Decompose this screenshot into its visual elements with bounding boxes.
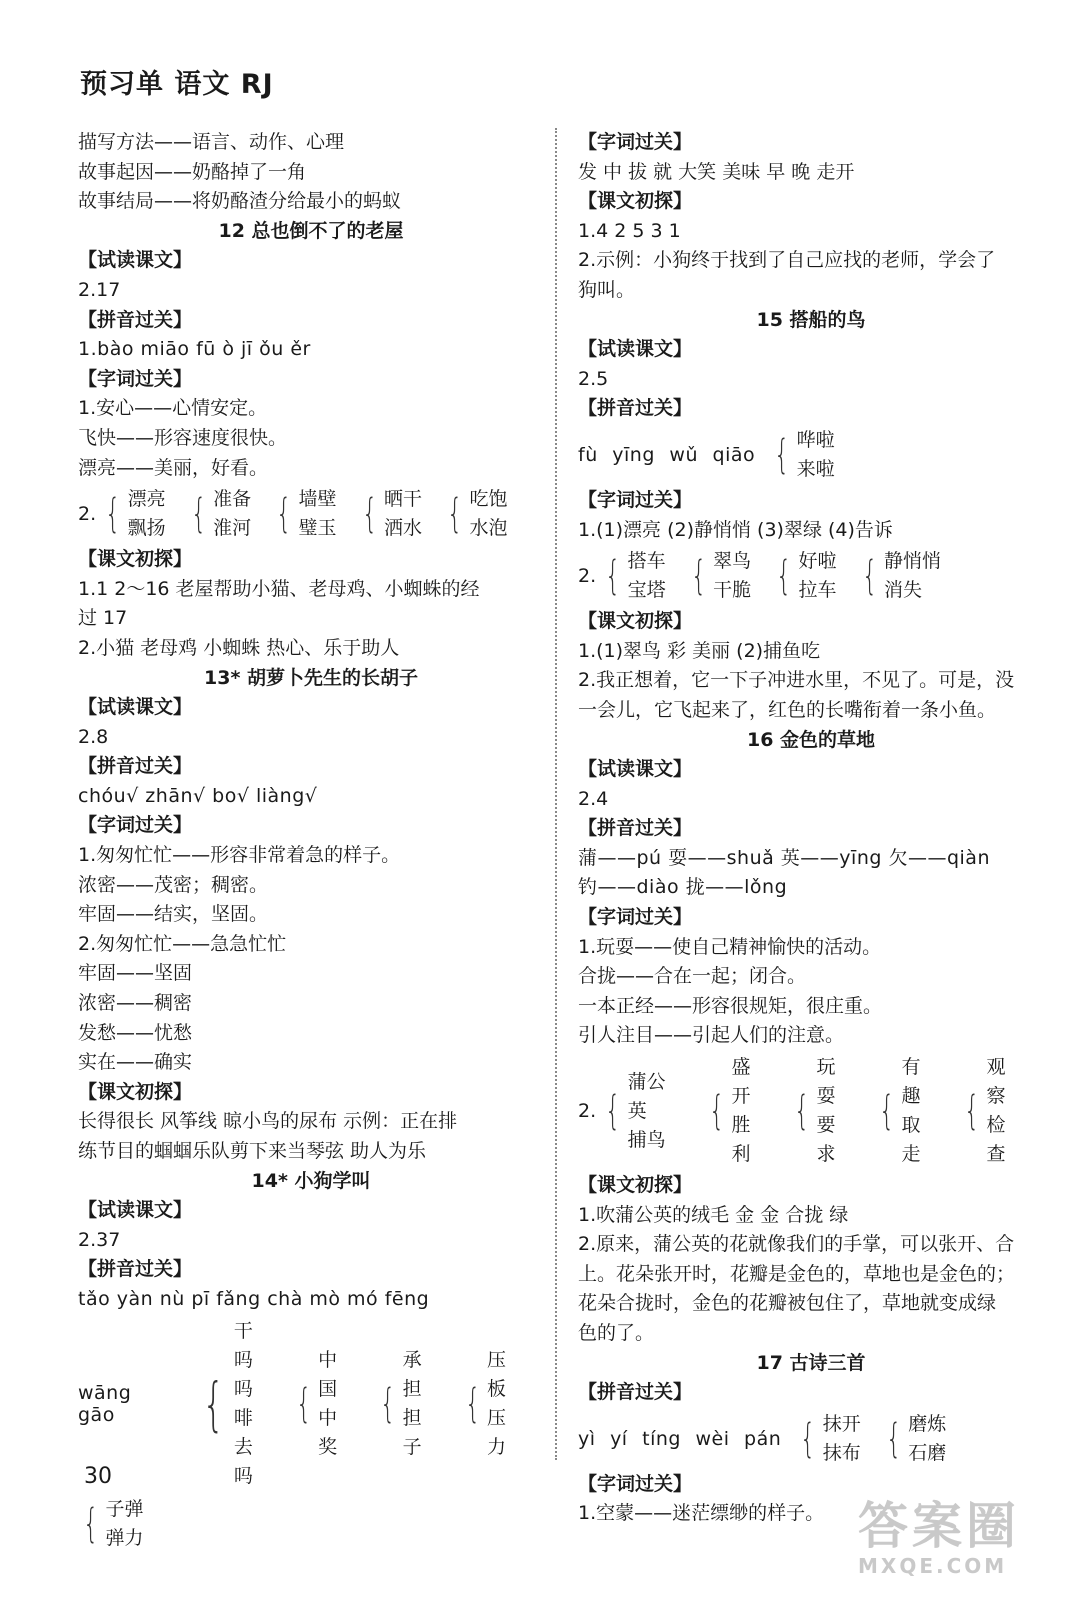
answer: 2.17 — [78, 278, 121, 301]
answer: 2.我正想着，它一下子冲进水里，不见了。可是，没 — [578, 669, 1015, 692]
section-heading: 【拼音过关】 — [78, 1258, 193, 1281]
word: 漂亮 — [127, 488, 166, 511]
pinyin-word-group — [578, 424, 1044, 486]
word: 盛开 — [731, 1056, 751, 1108]
lesson-title: 13* 胡萝卜先生的长胡子 — [204, 666, 418, 689]
answer: 漂亮——美丽，好看。 — [78, 456, 269, 479]
answer: 2.37 — [78, 1228, 121, 1251]
word-group: { 子弹 弹力 — [78, 1495, 143, 1553]
word: 弹力 — [105, 1526, 144, 1549]
word-pair: { 漂亮 飘扬 — [100, 485, 165, 543]
word: 晒干 — [384, 488, 423, 511]
word: 璧玉 — [298, 517, 337, 540]
answer: 2.匆匆忙忙——急急忙忙 — [78, 932, 287, 955]
word-group: { 磨炼 石磨 — [881, 1410, 946, 1468]
word: 淮河 — [213, 517, 252, 540]
word-pair-group — [578, 1051, 1044, 1171]
word: 蒲公英 — [627, 1070, 666, 1122]
left-column — [78, 128, 544, 1555]
answer: 过 17 — [78, 607, 128, 630]
word: 取走 — [901, 1114, 921, 1166]
section-heading: 【试读课文】 — [578, 758, 693, 781]
word: 搭车 — [627, 550, 666, 573]
word: 吃饱 — [469, 488, 508, 511]
word-pair: { 好啦 拉车 — [771, 547, 836, 605]
answer: 1.(1)漂亮 (2)静悄悄 (3)翠绿 (4)告诉 — [578, 518, 893, 541]
word: 消失 — [884, 579, 923, 602]
pinyin-answer: 钓——diào 拢——lǒng — [578, 876, 788, 899]
word-pair-group — [78, 1493, 544, 1555]
word-pair: { 玩耍 要求 — [789, 1053, 854, 1169]
answer: 色的了。 — [578, 1322, 655, 1344]
word: 洒水 — [384, 517, 423, 540]
text-line: 故事起因——奶酪掉了一角 — [78, 160, 307, 183]
word: 压板 — [487, 1348, 507, 1400]
answer: 花朵合拢时，金色的花瓣被包住了，草地就变成绿 — [578, 1292, 997, 1315]
section-heading: 【字词过关】 — [578, 906, 693, 929]
answer: 1.吹蒲公英的绒毛 金 金 合拢 绿 — [578, 1203, 849, 1226]
word: 准备 — [213, 488, 252, 511]
section-heading: 【拼音过关】 — [578, 1381, 693, 1404]
word-pair: { 有趣 取走 — [874, 1053, 939, 1169]
answer: 练节目的蝈蝈乐队剪下来当琴弦 助人为乐 — [78, 1140, 427, 1162]
word: 宝塔 — [627, 579, 666, 602]
page-number: 30 — [84, 1464, 112, 1489]
lesson-title: 17 古诗三首 — [756, 1351, 866, 1374]
word: 飘扬 — [127, 517, 166, 540]
pinyin-answer: fù yīng wǔ qiāo — [578, 443, 756, 466]
section-heading: 【字词过关】 — [578, 1472, 693, 1495]
answer: 发愁——忧愁 — [78, 1021, 193, 1044]
pinyin-answer: wāng gāo — [78, 1381, 132, 1426]
word: 要求 — [816, 1114, 836, 1166]
word: 子弹 — [105, 1497, 144, 1520]
section-heading: 【拼音过关】 — [578, 817, 693, 840]
answer: 2.示例：小狗终于找到了自己应找的老师，学会了 — [578, 249, 996, 272]
word: 担子 — [402, 1406, 422, 1458]
word: 翠鸟 — [713, 550, 752, 573]
word: 石磨 — [908, 1441, 947, 1464]
word: 承担 — [402, 1348, 422, 1400]
pinyin-answer: 蒲——pú 耍——shuǎ 英——yīng 欠——qiàn — [578, 846, 990, 869]
word: 干脆 — [713, 579, 752, 602]
word: 检查 — [986, 1114, 1006, 1166]
answer: 2.原来，蒲公英的花就像我们的手掌，可以张开、合 — [578, 1233, 1015, 1256]
word: 抹开 — [822, 1412, 861, 1435]
answer: 1.匆匆忙忙——形容非常着急的样子。 — [78, 844, 401, 867]
pinyin-word-group — [78, 1315, 544, 1493]
section-heading: 【试读课文】 — [78, 696, 193, 719]
section-heading: 【试读课文】 — [78, 249, 193, 272]
lesson-title: 15 搭船的鸟 — [756, 308, 866, 331]
section-heading: 【课文初探】 — [78, 548, 193, 571]
item-number: 2. — [578, 565, 597, 588]
section-heading: 【拼音过关】 — [78, 308, 193, 331]
answer: 1.4 2 5 3 1 — [578, 219, 681, 242]
word-pair: { 盛开 胜利 — [704, 1053, 769, 1169]
watermark-text: 答案圈 — [858, 1497, 1020, 1555]
answer: 1.空蒙——迷茫缥缈的样子。 — [578, 1502, 825, 1525]
answer: 1.(1)翠鸟 彩 美丽 (2)捕鱼吃 — [578, 639, 821, 662]
pinyin-word-group — [578, 1408, 1044, 1470]
word: 吗啡 — [233, 1377, 253, 1429]
answer: 狗叫。 — [578, 278, 636, 301]
watermark-logo — [858, 1498, 1038, 1586]
section-heading: 【课文初探】 — [578, 610, 693, 633]
answer: 2.5 — [578, 367, 609, 390]
pinyin-answer: yì yí tíng wèi pán — [578, 1427, 782, 1450]
word-pair: { 蒲公英 捕鸟 — [600, 1068, 684, 1155]
answer: 引人注目——引起人们的注意。 — [578, 1024, 845, 1047]
text-line: 描写方法——语言、动作、心理 — [78, 131, 345, 153]
word: 来啦 — [796, 457, 835, 480]
word: 哗啦 — [796, 428, 835, 451]
answer: 发 中 拔 就 大笑 美味 早 晚 走开 — [578, 160, 855, 183]
answer: 长得很长 风筝线 晾小鸟的尿布 示例：正在排 — [78, 1110, 458, 1133]
word-pair: { 翠鸟 干脆 — [686, 547, 751, 605]
word: 好啦 — [798, 550, 837, 573]
answer: 合拢——合在一起；闭合。 — [578, 965, 807, 988]
pinyin-answer: chóu√ zhān√ bo√ liàng√ — [78, 784, 318, 807]
pinyin-answer: 1.bào miāo fū ò jī ǒu ěr — [78, 338, 311, 361]
word: 墙壁 — [298, 488, 337, 511]
answer: 1.玩耍——使自己精神愉快的活动。 — [578, 935, 882, 958]
word: 压力 — [487, 1406, 507, 1458]
lesson-title: 12 总也倒不了的老屋 — [218, 219, 404, 242]
text-line: 故事结局——将奶酪渣分给最小的蚂蚁 — [78, 190, 402, 213]
word-pair: { 静悄悄 消失 — [857, 547, 941, 605]
section-heading: 【字词过关】 — [78, 367, 193, 390]
section-heading: 【拼音过关】 — [78, 755, 193, 778]
word: 抹布 — [822, 1441, 861, 1464]
section-heading: 【课文初探】 — [578, 190, 693, 213]
answer: 牢固——坚固 — [78, 962, 193, 985]
word-pair: { 观察 检查 — [959, 1053, 1024, 1169]
pinyin-answer: tǎo yàn nù pī fǎng chà mò mó fēng — [78, 1287, 430, 1310]
word: 水泡 — [469, 517, 508, 540]
word-pair-group — [578, 545, 1044, 607]
section-heading: 【字词过关】 — [578, 131, 693, 153]
column-divider — [555, 128, 557, 1460]
word-group: { 干吗 吗啡 去吗 — [195, 1317, 271, 1491]
word-pair: { 准备 淮河 — [186, 485, 251, 543]
answer: 飞快——形容速度很快。 — [78, 426, 288, 449]
item-number: 2. — [578, 1100, 597, 1123]
watermark-url: MXQE.COM — [858, 1554, 1008, 1578]
word: 静悄悄 — [884, 550, 942, 573]
page-header: 预习单 语文 RJ — [80, 69, 274, 100]
word: 去吗 — [233, 1435, 253, 1487]
answer: 2.小猫 老母鸡 小蜘蛛 热心、乐于助人 — [78, 636, 400, 659]
word-pair: { 吃饱 水泡 — [442, 485, 507, 543]
word-pair: { 搭车 宝塔 — [600, 547, 665, 605]
word: 干吗 — [233, 1319, 253, 1371]
answer: 牢固——结实，坚固。 — [78, 903, 269, 926]
word-group: { 哗啦 来啦 — [769, 426, 834, 484]
word-group: { 承担 担子 — [375, 1346, 439, 1462]
section-heading: 【字词过关】 — [578, 488, 693, 511]
section-heading: 【试读课文】 — [578, 338, 693, 361]
word: 拉车 — [798, 579, 837, 602]
word: 捕鸟 — [627, 1128, 666, 1151]
word-group: { 抹开 抹布 — [795, 1410, 860, 1468]
section-heading: 【课文初探】 — [78, 1080, 193, 1103]
item-number: 2. — [78, 503, 97, 526]
word-group: { 中国 中奖 — [291, 1346, 355, 1462]
word-pair: { 晒干 洒水 — [357, 485, 422, 543]
lesson-title: 14* 小狗学叫 — [251, 1169, 371, 1192]
section-heading: 【课文初探】 — [578, 1174, 693, 1197]
answer: 1.安心——心情安定。 — [78, 397, 268, 420]
section-heading: 【拼音过关】 — [578, 397, 693, 420]
section-heading: 【试读课文】 — [78, 1199, 193, 1222]
lesson-title: 16 金色的草地 — [746, 728, 876, 751]
answer: 1.1 2～16 老屋帮助小猫、老母鸡、小蜘蛛的经 — [78, 577, 480, 600]
word: 胜利 — [731, 1114, 751, 1166]
word: 中国 — [318, 1348, 338, 1400]
answer: 2.8 — [78, 725, 109, 748]
word: 有趣 — [901, 1056, 921, 1108]
word-group: { 压板 压力 — [460, 1346, 524, 1462]
answer: 实在——确实 — [78, 1051, 193, 1074]
word: 观察 — [986, 1056, 1006, 1108]
word: 玩耍 — [816, 1056, 836, 1108]
right-column — [578, 128, 1044, 1529]
answer: 一本正经——形容很规矩，很庄重。 — [578, 994, 883, 1017]
word-pair: { 墙壁 璧玉 — [271, 485, 336, 543]
section-heading: 【字词过关】 — [78, 814, 193, 837]
answer: 一会儿，它飞起来了，红色的长嘴衔着一条小鱼。 — [578, 698, 997, 721]
answer: 浓密——稠密 — [78, 992, 193, 1015]
word-pair-group — [78, 483, 544, 545]
answer: 浓密——茂密；稠密。 — [78, 873, 269, 896]
word: 中奖 — [318, 1406, 338, 1458]
answer: 上。花朵张开时，花瓣是金色的，草地也是金色的； — [578, 1262, 1016, 1285]
answer: 2.4 — [578, 787, 609, 810]
word: 磨炼 — [908, 1412, 947, 1435]
